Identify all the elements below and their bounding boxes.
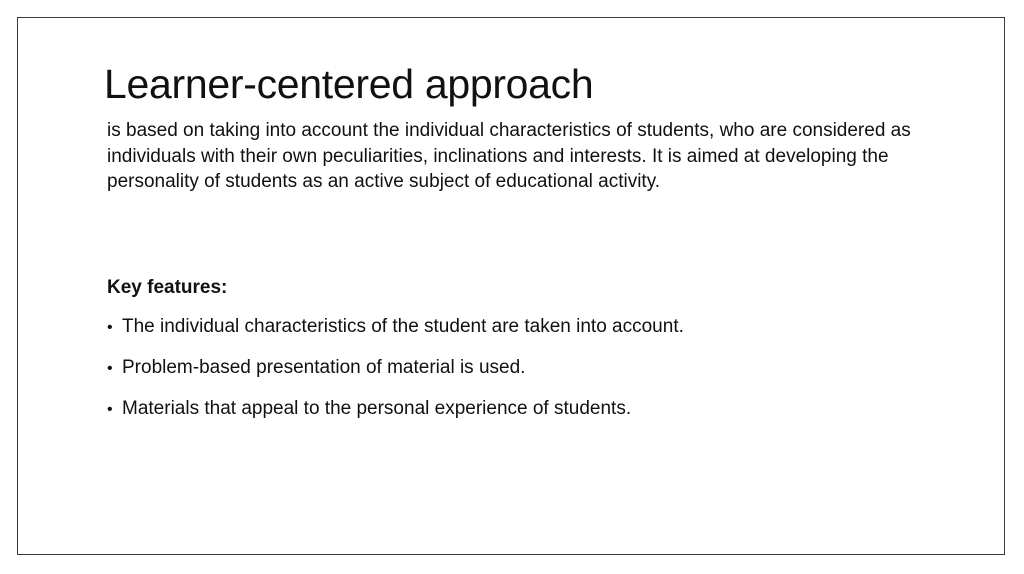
feature-text: The individual characteristics of the student are taken into account. [122,316,684,337]
feature-list [107,314,684,437]
list-item [107,314,684,355]
slide-title: Learner-centered approach [104,61,594,107]
key-features-heading: Key features: [107,277,228,298]
slide-frame [17,17,1005,555]
feature-text: Materials that appeal to the personal experience of students. [122,398,632,419]
bullet-icon: • [107,319,113,336]
slide-body-text: is based on taking into account the individual characteristics of students, who are considered as individuals with their own peculiarities, inclinations and interests. It is aimed at developing the personality of students as an active subject of educational activity. [107,120,911,192]
bullet-icon: • [107,401,113,418]
list-item [107,355,684,396]
bullet-icon: • [107,360,113,377]
feature-text: Problem-based presentation of material is used. [122,357,526,378]
list-item [107,396,684,437]
